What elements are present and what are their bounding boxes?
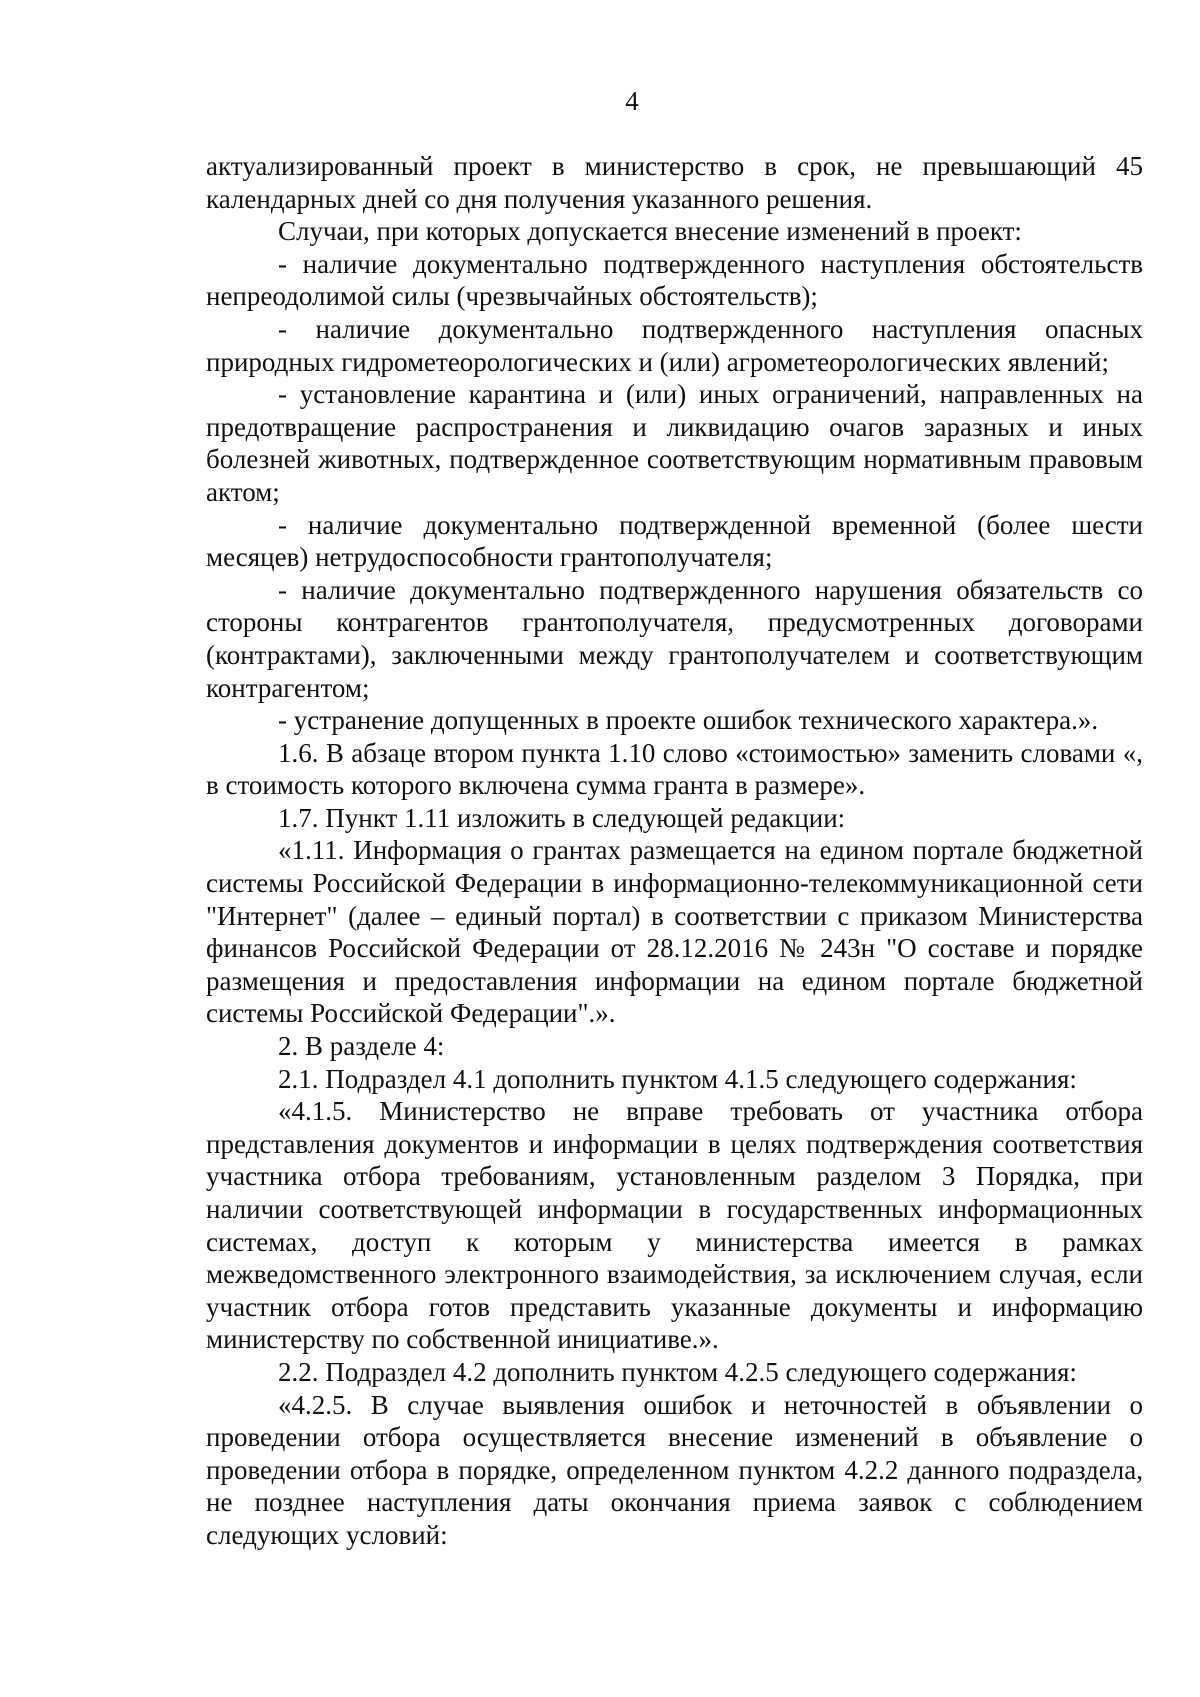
paragraph: - устранение допущенных в проекте ошибок технического характера.». [278,705,1099,736]
paragraph: - установление карантина и (или) иных ограничений, направленных на предотвращение распространения и ликвидацию очагов заразных и иных болезней животных, подтвержденное соответствующим нормативным правовым актом; [206,379,1143,507]
paragraph: - наличие документально подтвержденного наступления опасных природных гидрометеорологических и (или) агрометеорологических явлений; [206,313,1143,377]
paragraph: - наличие документально подтвержденной временной (более шести месяцев) нетрудоспособности грантополучателя; [206,509,1143,573]
paragraph: 1.7. Пункт 1.11 изложить в следующей редакции: [278,802,846,833]
paragraph: - наличие документально подтвержденного нарушения обязательств со стороны контрагентов грантополучателя, предусмотренных договорами (контрактами), заключенными между грантополучателем и соответствующим контрагентом; [206,574,1143,703]
paragraph: 2.2. Подраздел 4.2 дополнить пунктом 4.2.5 следующего содержания: [278,1356,1077,1387]
paragraph: «1.11. Информация о грантах размещается на едином портале бюджетной системы Российской Федерации в информационно-телекоммуникационной сети "Интернет" (далее – единый портал) в соответствии с приказом Министерства финансов Российской Федерации от 28.12.2016 № 243н "О составе и порядке размещения и предоставления информации на едином портале бюджетной системы Российской Федерации".». [206,835,1143,1029]
paragraph: - наличие документально подтвержденного наступления обстоятельств непреодолимой силы (чрезвычайных обстоятельств); [206,248,1143,312]
page-number: 4 [625,86,639,116]
paragraph: актуализированный проект в министерство в срок, не превышающий 45 календарных дней со дня получения указанного решения. [206,151,1143,214]
paragraph: 1.6. В абзаце втором пункта 1.10 слово «стоимостью» заменить словами «, в стоимость которого включена сумма гранта в размере». [206,737,1143,801]
paragraph: Случаи, при которых допускается внесение изменений в проект: [278,216,1022,247]
paragraph: 2.1. Подраздел 4.1 дополнить пунктом 4.1.5 следующего содержания: [278,1063,1077,1094]
document-body [206,150,1143,1552]
paragraph: «4.2.5. В случае выявления ошибок и неточностей в объявлении о проведении отбора осуществляется внесение изменений в объявление о проведении отбора в порядке, определенном пунктом 4.2.2 данного подраздела, не позднее наступления даты окончания приема заявок с соблюдением следующих условий: [206,1389,1143,1550]
paragraph: 2. В разделе 4: [278,1031,445,1062]
paragraph: «4.1.5. Министерство не вправе требовать от участника отбора представления документов и информации в целях подтверждения соответствия участника отбора требованиям, установленным разделом 3 Порядка, при наличии соответствующей информации в государственных информационных системах, доступ к которым у министерства имеется в рамках межведомственного электронного взаимодействия, за исключением случая, если участник отбора готов представить указанные документы и информацию министерству по собственной инициативе.». [206,1096,1143,1355]
